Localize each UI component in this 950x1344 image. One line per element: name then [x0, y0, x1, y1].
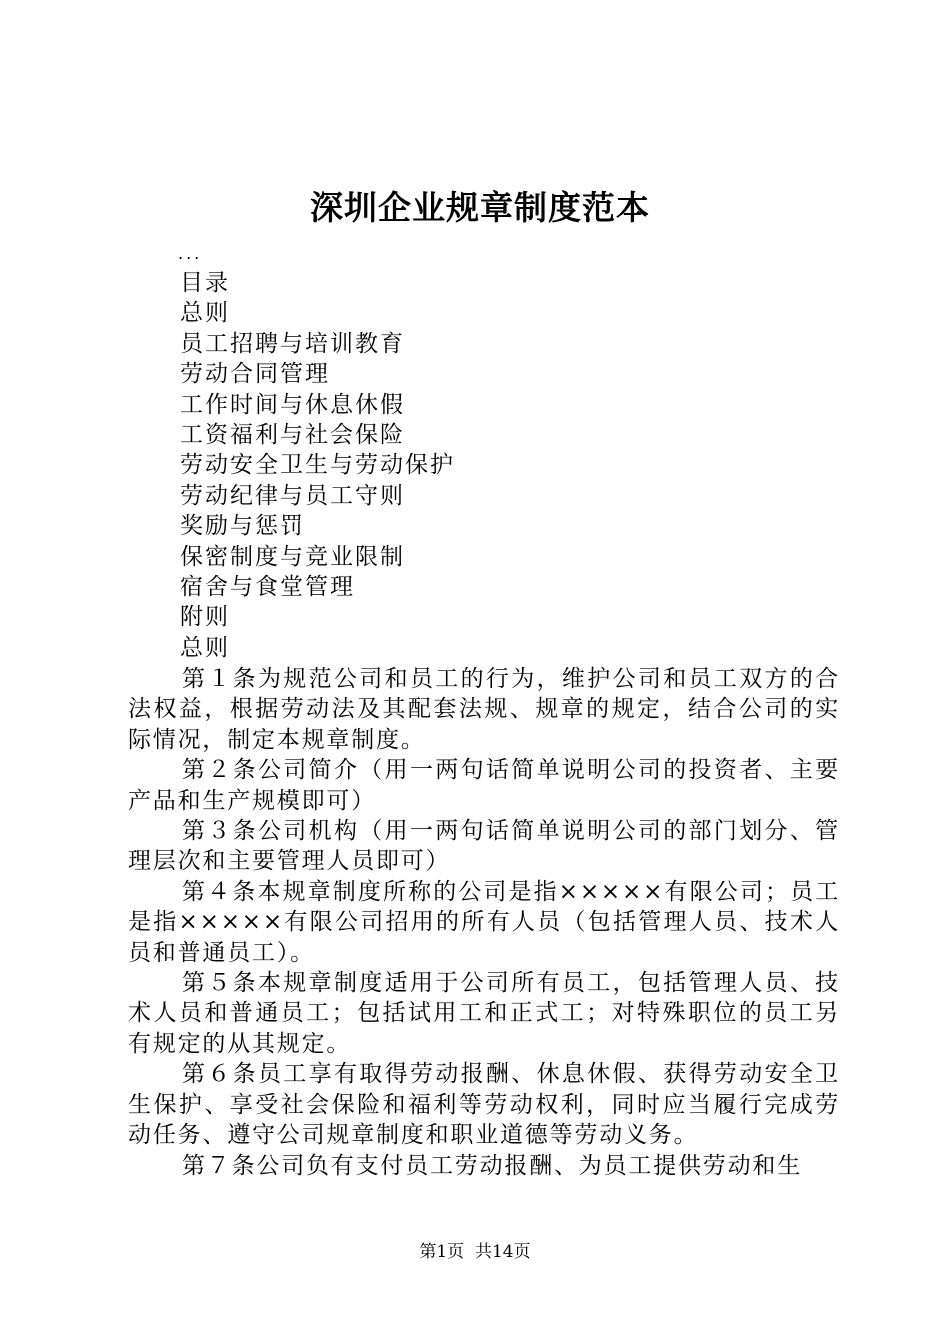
- article-paragraph: 第６条员工享有取得劳动报酬、休息休假、获得劳动安全卫生保护、享受社会保险和福利等劳动权利，同时应当履行完成劳动任务、遵守公司规章制度和职业道德等劳动义务。: [128, 1061, 840, 1149]
- toc-item: 总则: [180, 300, 230, 327]
- toc-item: 保密制度与竞业限制: [180, 543, 405, 570]
- page-footer: [0, 1241, 950, 1263]
- article-paragraph: 第１条为规范公司和员工的行为，维护公司和员工双方的合法权益，根据劳动法及其配套法规、规章的规定，结合公司的实际情况，制定本规章制度。: [128, 666, 840, 753]
- article-paragraph: 第３条公司机构（用一两句话简单说明公司的部门划分、管理层次和主要管理人员即可）: [128, 818, 840, 875]
- document-body: [128, 664, 840, 1181]
- toc-item: 总则: [180, 634, 230, 661]
- article-paragraph: 第７条公司负有支付员工劳动报酬、为员工提供劳动和生: [182, 1152, 802, 1179]
- toc-item: 员工招聘与培训教育: [180, 330, 405, 357]
- toc-item: 宿舍与食堂管理: [180, 573, 355, 600]
- article-paragraph: 第４条本规章制度所称的公司是指×××××有限公司；员工是指×××××有限公司招用的所有人员（包括管理人员、技术人员和普通员工）。: [128, 878, 840, 966]
- toc-item: 工资福利与社会保险: [180, 421, 405, 448]
- ellipsis-marker: ...: [178, 244, 203, 263]
- article-paragraph: 第２条公司简介（用一两句话简单说明公司的投资者、主要产品和生产规模即可）: [128, 757, 840, 814]
- toc-item: 工作时间与休息休假: [180, 391, 405, 418]
- toc-item: 奖励与惩罚: [180, 513, 305, 540]
- toc-item: 劳动合同管理: [180, 361, 330, 388]
- toc-item: 附则: [180, 604, 230, 631]
- article-paragraph: 第５条本规章制度适用于公司所有员工，包括管理人员、技术人员和普通员工；包括试用工和正式工；对特殊职位的员工另有规定的从其规定。: [128, 970, 840, 1057]
- table-of-contents: [180, 268, 455, 663]
- toc-item: 劳动纪律与员工守则: [180, 482, 405, 509]
- page-number-label: 第1页 共14页: [419, 1242, 531, 1262]
- document-title: 深圳企业规章制度范本: [310, 188, 650, 227]
- toc-item: 目录: [180, 270, 230, 296]
- toc-item: 劳动安全卫生与劳动保护: [180, 452, 455, 479]
